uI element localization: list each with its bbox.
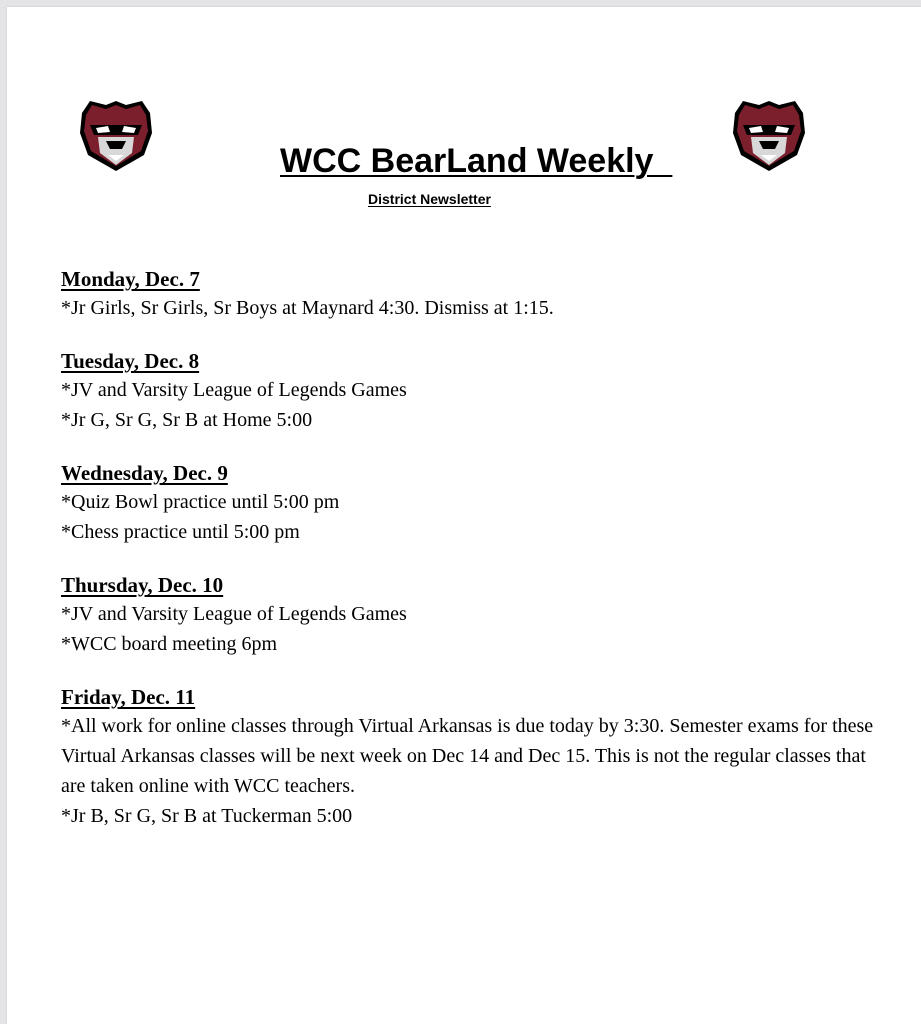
day-heading: Monday, Dec. 7 [61, 267, 200, 291]
newsletter-page [7, 7, 921, 1024]
event-item: *Jr B, Sr G, Sr B at Tuckerman 5:00 [61, 805, 353, 827]
day-section-friday [61, 683, 891, 831]
bear-mascot-icon [76, 95, 156, 173]
day-section-wednesday [61, 459, 891, 547]
day-heading: Tuesday, Dec. 8 [61, 349, 200, 373]
day-heading: Friday, Dec. 11 [61, 685, 196, 709]
event-item: *Jr Girls, Sr Girls, Sr Boys at Maynard 4:30. Dismiss at 1:15. [61, 297, 554, 319]
schedule [61, 265, 891, 855]
event-item: *Quiz Bowl practice until 5:00 pm [61, 491, 340, 513]
day-heading: Thursday, Dec. 10 [61, 573, 224, 597]
bear-mascot-icon [729, 95, 809, 173]
event-item: *WCC board meeting 6pm [61, 633, 278, 655]
day-section-monday [61, 265, 891, 323]
event-item: *JV and Varsity League of Legends Games [61, 379, 407, 401]
newsletter-title: WCC BearLand Weekly [280, 142, 673, 180]
day-section-tuesday [61, 347, 891, 435]
event-item: *Jr G, Sr G, Sr B at Home 5:00 [61, 409, 313, 431]
event-item: *JV and Varsity League of Legends Games [61, 603, 407, 625]
event-item: *All work for online classes through Virtual Arkansas is due today by 3:30. Semester exams for these Virtual Arkansas classes will be next week on Dec 14 and Dec 15. This is not the regular classes that are taken online with WCC teachers. [61, 715, 874, 797]
day-section-thursday [61, 571, 891, 659]
event-item: *Chess practice until 5:00 pm [61, 521, 300, 543]
day-heading: Wednesday, Dec. 9 [61, 461, 228, 485]
newsletter-subtitle: District Newsletter [368, 191, 491, 207]
